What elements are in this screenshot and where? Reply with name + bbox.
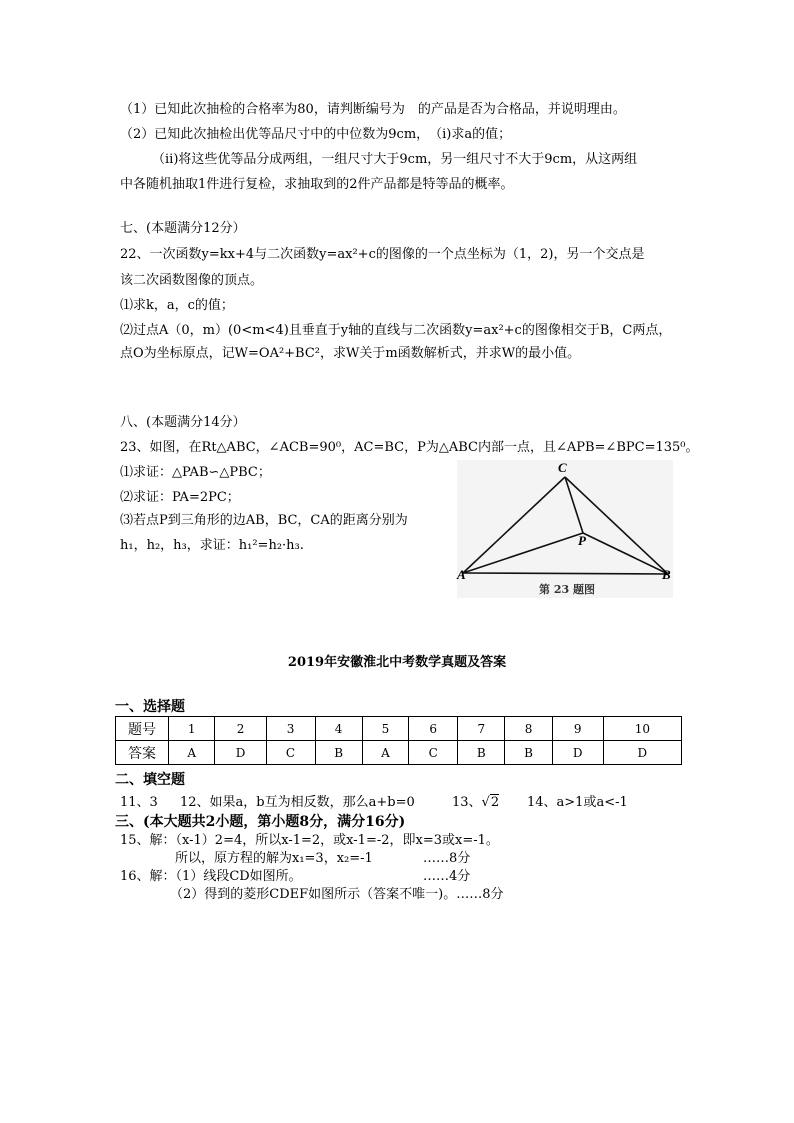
figure-caption: 第 23 题图 xyxy=(539,583,595,596)
cell: 9 xyxy=(552,717,603,741)
cell: 2 xyxy=(215,717,266,741)
cell: 7 xyxy=(458,717,505,741)
q16-solution-2: （2）得到的菱形CDEF如图所示（答案不唯一)。……8分 xyxy=(170,887,504,902)
q23-part3-cont: h₁，h₂，h₃，求证：h₁²=h₂·h₃. xyxy=(120,538,304,553)
answer-14: 14、a>1或a<-1 xyxy=(527,795,628,810)
label-b: B xyxy=(662,567,671,582)
q15-score: ……8分 xyxy=(423,851,471,866)
side-ac xyxy=(463,477,565,573)
cell: A xyxy=(362,741,408,765)
q23-stem: 23、如图，在Rt△ABC，∠ACB=90⁰，AC=BC，P为△ABC内部一点，且∠APB=∠BPC=135⁰。 xyxy=(120,440,699,455)
q16-score-1: ……4分 xyxy=(423,869,471,884)
q16-solution-1: 16、解：（1）线段CD如图所。 xyxy=(120,869,302,884)
q22-part2-cont: 点O为坐标原点，记W=OA²+BC²，求W关于m函数解析式，并求W的最小值。 xyxy=(120,346,581,361)
section2-heading: 二、填空题 xyxy=(115,772,185,788)
sqrt-radicand: 2 xyxy=(490,795,500,810)
cell: C xyxy=(409,741,458,765)
cell: B xyxy=(315,741,362,765)
q21-part1: （1）已知此次抽检的合格率为80，请判断编号为 的产品是否为合格品，并说明理由。 xyxy=(120,102,626,117)
cell: D xyxy=(603,741,681,765)
table-row-numbers xyxy=(116,717,682,741)
side-ab xyxy=(463,573,668,574)
cell: 5 xyxy=(362,717,408,741)
cell: 3 xyxy=(266,717,315,741)
row-header-answer: 答案 xyxy=(116,741,169,765)
cell: 1 xyxy=(169,717,215,741)
q22-stem: 22、一次函数y=kx+4与二次函数y=ax²+c的图像的一个点坐标为（1，2)，另一个交点是 xyxy=(120,247,645,262)
section7-heading: 七、(本题满分12分） xyxy=(120,221,246,236)
segment-pb xyxy=(583,533,668,574)
answers-title: 2019年安徽淮北中考数学真题及答案 xyxy=(287,655,507,670)
segment-pa xyxy=(463,533,583,573)
q15-solution-cont: 所以，原方程的解为x₁=3，x₂=-1 xyxy=(175,851,373,866)
q23-part3: ⑶若点P到三角形的边AB，BC，CA的距离分别为 xyxy=(120,513,408,528)
cell: C xyxy=(266,741,315,765)
answer-12: 12、如果a，b互为相反数，那么a+b=0 xyxy=(180,795,415,810)
cell: 6 xyxy=(409,717,458,741)
q15-solution: 15、解：（x-1）2=4，所以x-1=2，或x-1=-2，即x=3或x=-1。 xyxy=(120,833,499,848)
q22-part2: ⑵过点A（0，m）(0<m<4)且垂直于y轴的直线与二次函数y=ax²+c的图像相交于B，C两点， xyxy=(120,323,672,338)
q23-part1: ⑴求证：△PAB∽△PBC； xyxy=(120,465,271,480)
triangle-diagram xyxy=(457,460,673,598)
cell: B xyxy=(505,741,552,765)
cell: A xyxy=(169,741,215,765)
answer-11: 11、3 xyxy=(120,795,158,810)
q22-part1: ⑴求k，a，c的值； xyxy=(120,298,234,313)
label-a: A xyxy=(457,567,466,582)
cell: 10 xyxy=(603,717,681,741)
triangle-figure xyxy=(457,460,673,598)
answer-13-label: 13、 xyxy=(452,795,482,810)
table-row-answers xyxy=(116,741,682,765)
section3-heading: 三、(本大题共2小题，第小题8分，满分16分) xyxy=(115,814,406,830)
q21-part2-ii-cont: 中各随机抽取1件进行复检，求抽取到的2件产品都是特等品的概率。 xyxy=(120,177,514,192)
q21-part2-ii: （ⅱ)将这些优等品分成两组，一组尺寸大于9cm，另一组尺寸不大于9cm，从这两组 xyxy=(152,152,638,167)
cell: D xyxy=(215,741,266,765)
label-c: C xyxy=(558,460,567,475)
cell: B xyxy=(458,741,505,765)
section1-heading: 一、选择题 xyxy=(115,699,185,715)
label-p: P xyxy=(578,533,586,548)
choice-answer-table xyxy=(115,716,682,765)
cell: 8 xyxy=(505,717,552,741)
cell: 4 xyxy=(315,717,362,741)
answer-13: 13、√2 xyxy=(452,795,500,810)
q22-stem-cont: 该二次函数图像的顶点。 xyxy=(120,273,264,288)
q21-part2: （2）已知此次抽检出优等品尺寸中的中位数为9cm， （ⅰ)求a的值； xyxy=(120,127,512,142)
q23-part2: ⑵求证：PA=2PC； xyxy=(120,490,240,505)
row-header-number: 题号 xyxy=(116,717,169,741)
section8-heading: 八、(本题满分14分） xyxy=(120,415,246,430)
cell: D xyxy=(552,741,603,765)
